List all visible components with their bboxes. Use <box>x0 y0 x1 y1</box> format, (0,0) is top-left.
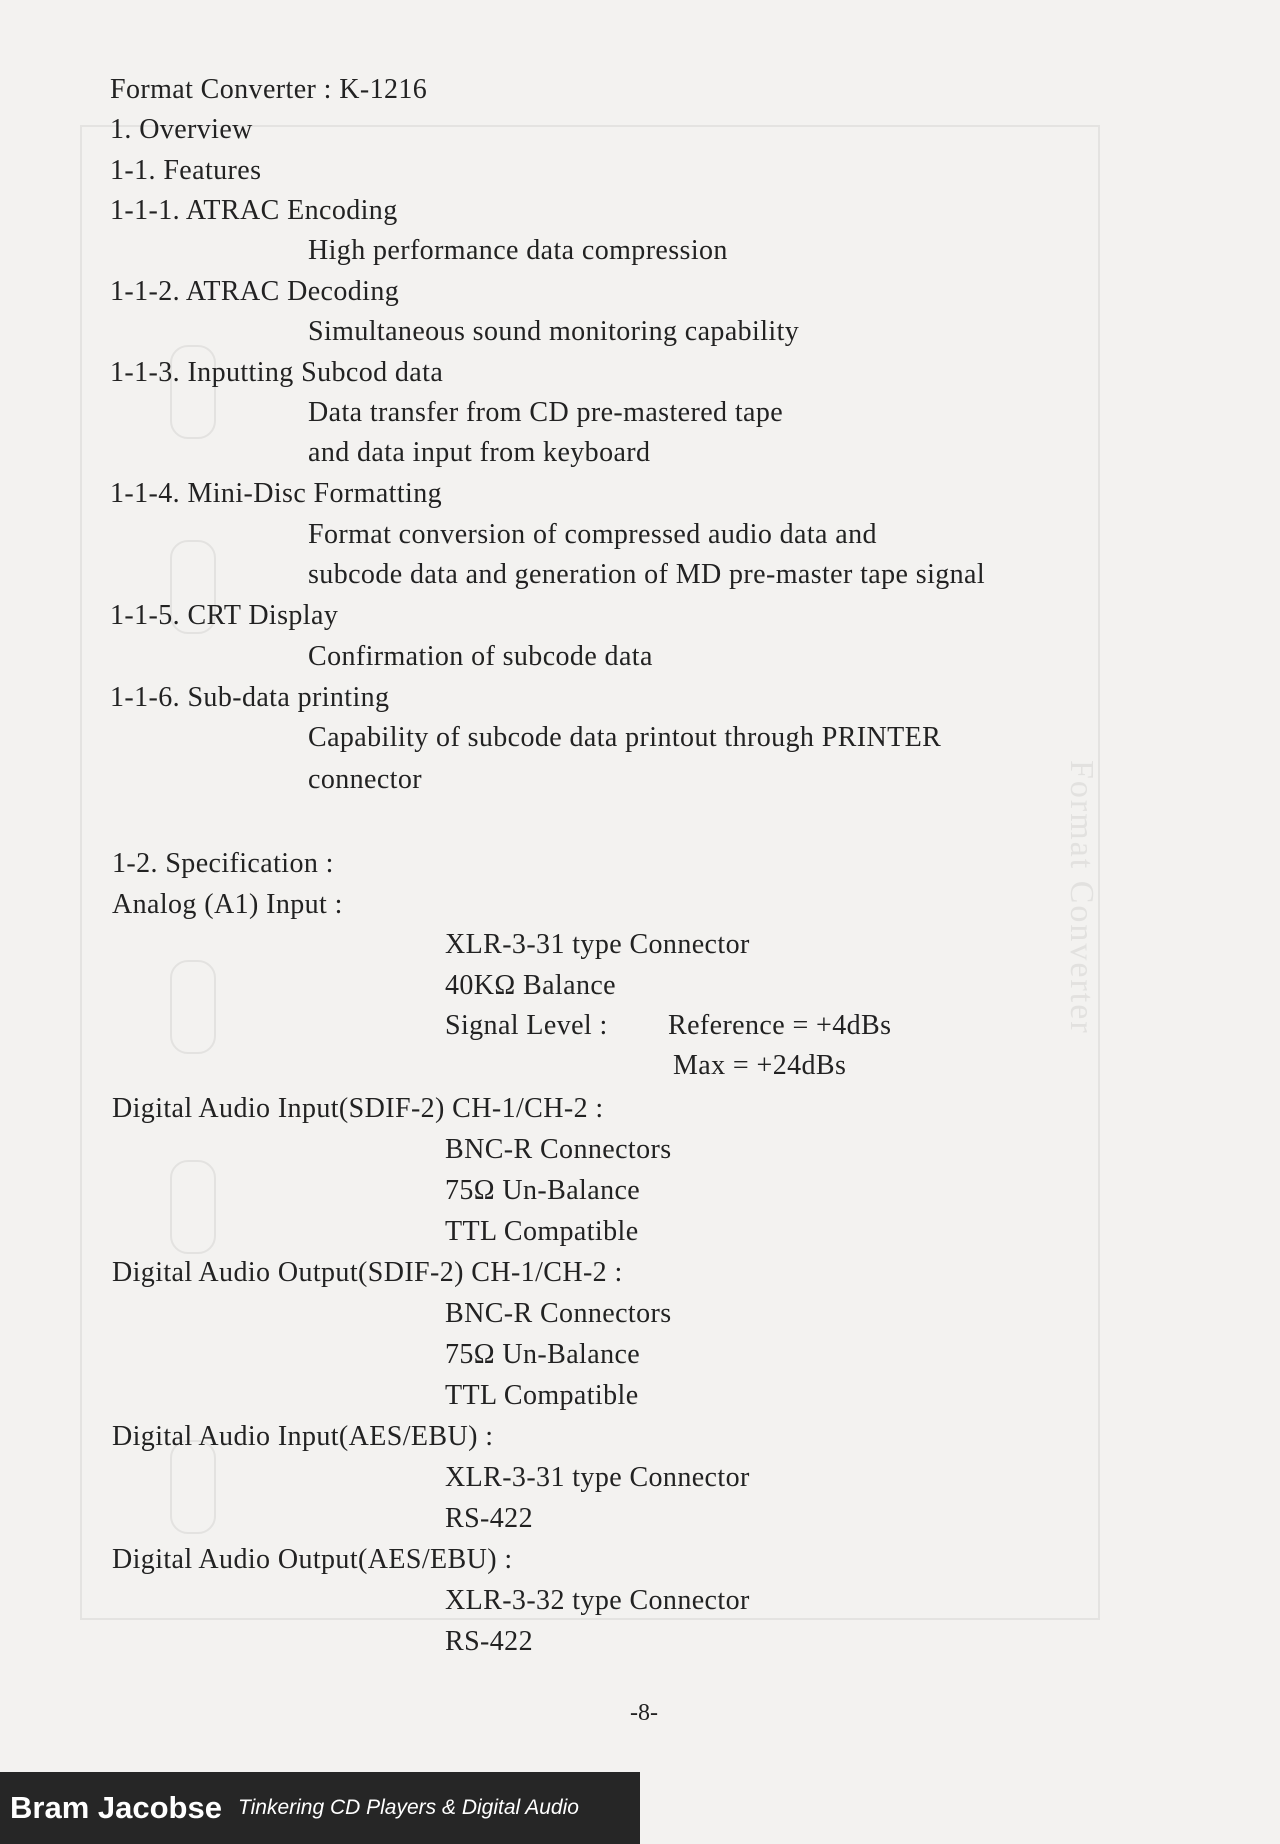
spec-value: 40KΩ Balance <box>445 970 616 1001</box>
feature-description: Format conversion of compressed audio data and <box>308 519 877 550</box>
spec-heading-aes-input: Digital Audio Input(AES/EBU) : <box>112 1421 494 1452</box>
spec-value: Reference = +4dBs <box>668 1010 892 1041</box>
spec-value: TTL Compatible <box>445 1380 639 1411</box>
spec-value: XLR-3-32 type Connector <box>445 1585 750 1616</box>
spec-heading-aes-output: Digital Audio Output(AES/EBU) : <box>112 1544 513 1575</box>
feature-heading: 1-1-3. Inputting Subcod data <box>110 357 444 388</box>
spec-label: Signal Level : <box>445 1010 608 1041</box>
spec-value: XLR-3-31 type Connector <box>445 929 750 960</box>
bleed-through-connector <box>170 960 216 1054</box>
feature-heading: 1-1-6. Sub-data printing <box>110 682 390 713</box>
bleed-through-connector <box>170 1440 216 1534</box>
section-specification: 1-2. Specification : <box>112 848 334 879</box>
feature-heading: 1-1-2. ATRAC Decoding <box>110 276 400 307</box>
bleed-through-connector <box>170 1160 216 1254</box>
feature-heading: 1-1-5. CRT Display <box>110 600 339 631</box>
spec-value: BNC-R Connectors <box>445 1134 672 1165</box>
watermark-banner <box>0 1772 640 1844</box>
spec-value: TTL Compatible <box>445 1216 639 1247</box>
feature-description: Capability of subcode data printout through PRINTER <box>308 722 942 753</box>
spec-value: RS-422 <box>445 1626 533 1657</box>
bleed-through-text: Format Converter <box>1063 760 1100 1035</box>
spec-value: 75Ω Un-Balance <box>445 1175 641 1206</box>
spec-value: BNC-R Connectors <box>445 1298 672 1329</box>
banner-tagline: Tinkering CD Players & Digital Audio <box>237 1796 579 1819</box>
spec-heading-sdif-output: Digital Audio Output(SDIF-2) CH-1/CH-2 : <box>112 1257 623 1288</box>
feature-description: connector <box>308 764 422 795</box>
spec-value: RS-422 <box>445 1503 533 1534</box>
feature-description: Simultaneous sound monitoring capability <box>308 316 800 347</box>
spec-value: XLR-3-31 type Connector <box>445 1462 750 1493</box>
feature-description: subcode data and generation of MD pre-master tape signal <box>308 559 986 590</box>
spec-heading-analog-input: Analog (A1) Input : <box>112 889 343 920</box>
feature-description: Confirmation of subcode data <box>308 641 653 672</box>
feature-heading: 1-1-4. Mini-Disc Formatting <box>110 478 442 509</box>
section-features: 1-1. Features <box>110 155 262 186</box>
page-number: -8- <box>630 1700 658 1726</box>
spec-value: 75Ω Un-Balance <box>445 1339 641 1370</box>
spec-value: Max = +24dBs <box>673 1050 847 1081</box>
feature-heading: 1-1-1. ATRAC Encoding <box>110 195 398 226</box>
feature-description: and data input from keyboard <box>308 437 651 468</box>
banner-name: Bram Jacobse <box>10 1790 222 1825</box>
feature-description: Data transfer from CD pre-mastered tape <box>308 397 784 428</box>
section-overview: 1. Overview <box>110 114 253 145</box>
document-title: Format Converter : K-1216 <box>110 74 428 105</box>
spec-heading-sdif-input: Digital Audio Input(SDIF-2) CH-1/CH-2 : <box>112 1093 604 1124</box>
feature-description: High performance data compression <box>308 235 728 266</box>
